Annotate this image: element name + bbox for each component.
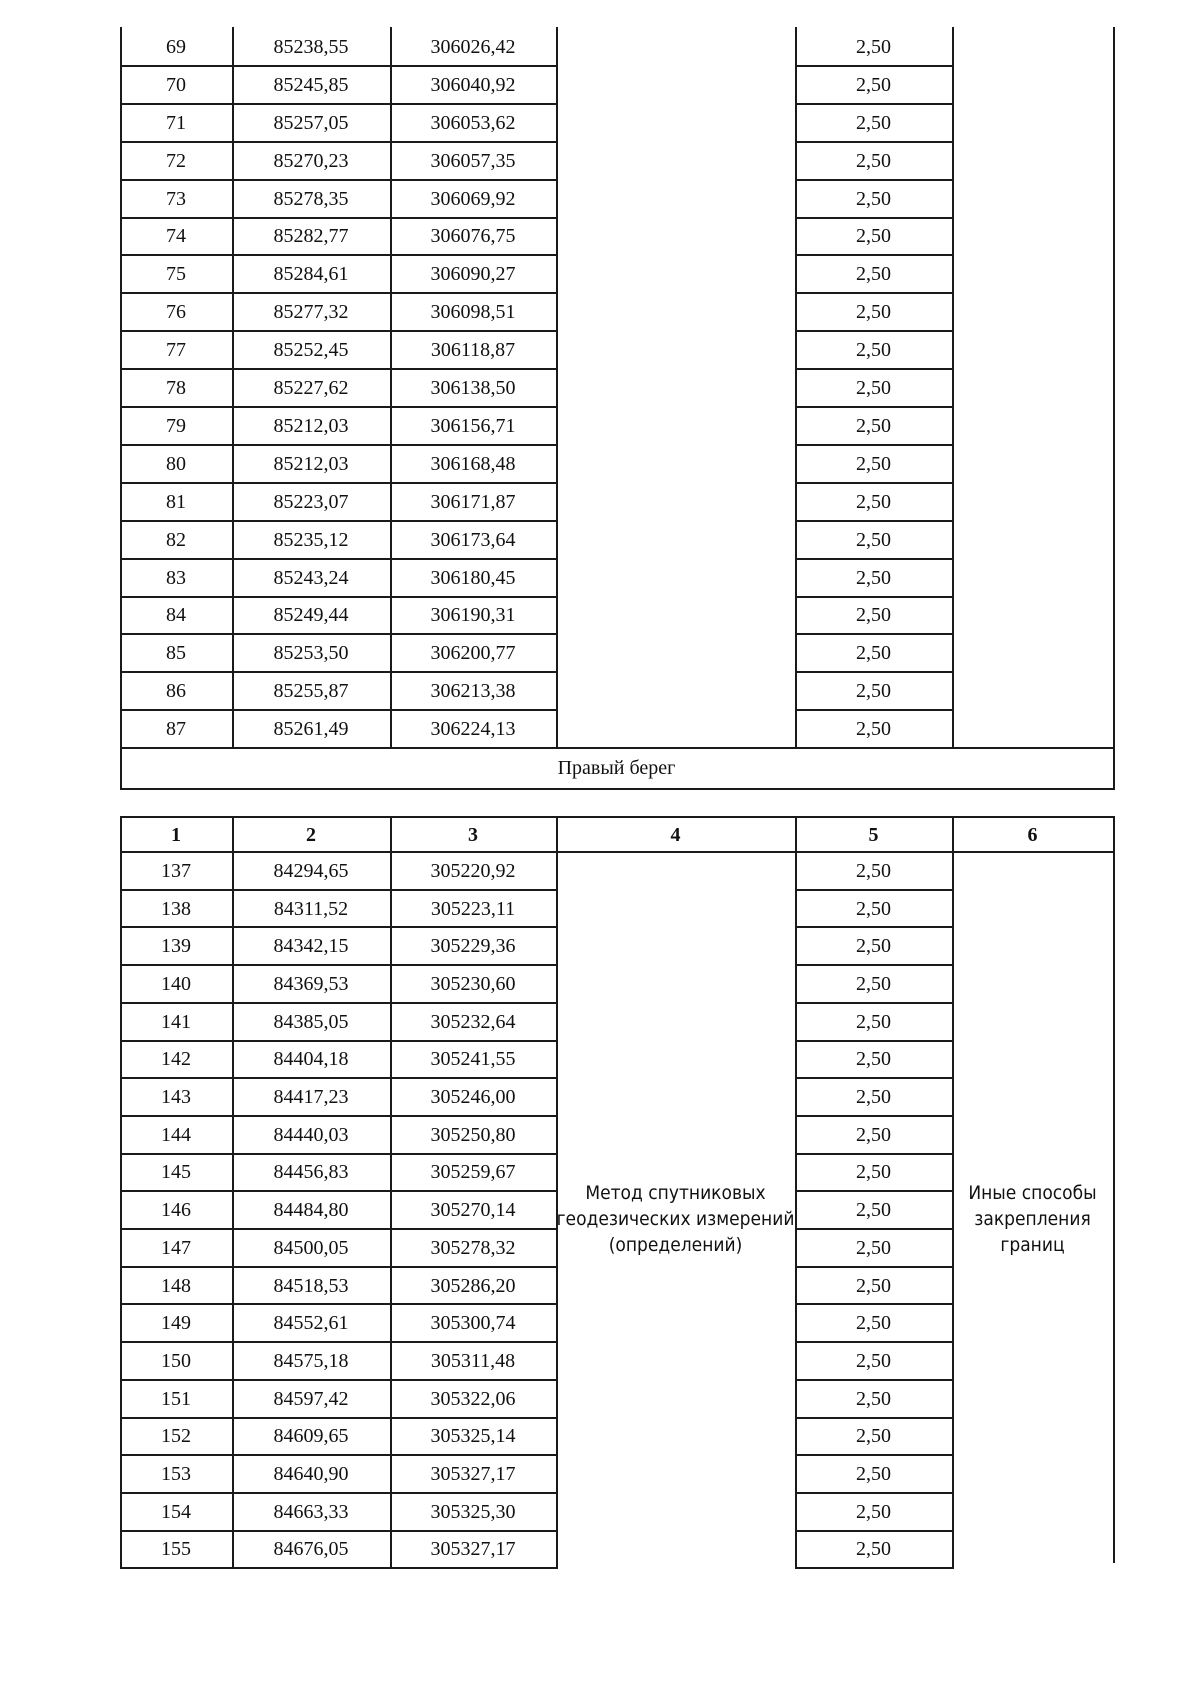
coordinate-x-cell: 85243,24 <box>273 566 349 589</box>
coordinate-y-cell: 306190,31 <box>430 604 516 627</box>
table-row-divider <box>795 1266 953 1268</box>
boundary-fixing-line: Иные способы <box>968 1182 1097 1204</box>
accuracy-cell: 2,50 <box>856 528 891 551</box>
table-row-divider <box>795 1190 953 1192</box>
table-row-divider <box>120 292 557 294</box>
point-number-cell: 152 <box>161 1425 191 1448</box>
accuracy-cell: 2,50 <box>856 1274 891 1297</box>
measurement-method-line: геодезических измерений <box>556 1208 795 1230</box>
table-row-divider <box>795 520 953 522</box>
coordinate-y-cell: 305259,67 <box>430 1161 516 1184</box>
point-number-cell: 153 <box>161 1463 191 1486</box>
point-number-cell: 144 <box>161 1123 191 1146</box>
table-row-divider <box>120 558 557 560</box>
table-row-divider <box>795 596 953 598</box>
table-row-divider <box>120 217 557 219</box>
point-number-cell: 86 <box>166 680 186 703</box>
coordinate-x-cell: 85255,87 <box>273 680 349 703</box>
table-row-divider <box>120 1454 557 1456</box>
point-number-cell: 149 <box>161 1312 191 1335</box>
table-row-divider <box>795 1040 953 1042</box>
coordinate-x-cell: 85257,05 <box>273 111 349 134</box>
table-row-divider <box>120 709 557 711</box>
accuracy-cell: 2,50 <box>856 149 891 172</box>
coordinate-x-cell: 85270,23 <box>273 149 349 172</box>
coordinate-x-cell: 84456,83 <box>273 1161 349 1184</box>
coordinate-x-cell: 84518,53 <box>273 1274 349 1297</box>
accuracy-cell: 2,50 <box>856 263 891 286</box>
table-row-divider <box>120 482 557 484</box>
column-header-3: 3 <box>468 823 478 846</box>
point-number-cell: 69 <box>166 35 186 58</box>
table-row-divider <box>120 1417 557 1419</box>
coordinate-x-cell: 85282,77 <box>273 225 349 248</box>
table-row-divider <box>795 709 953 711</box>
coordinate-x-cell: 85212,03 <box>273 452 349 475</box>
table-row-divider <box>120 406 557 408</box>
point-number-cell: 75 <box>166 263 186 286</box>
coordinate-y-cell: 306118,87 <box>430 339 516 362</box>
table-row-divider <box>120 1115 557 1117</box>
column-header-5: 5 <box>868 823 879 846</box>
accuracy-cell: 2,50 <box>856 301 891 324</box>
measurement-method-cell <box>556 1180 795 1258</box>
table-row-divider <box>795 1530 953 1532</box>
coordinate-y-cell: 306098,51 <box>430 301 516 324</box>
table-row-divider <box>795 179 953 181</box>
table-column-divider <box>232 816 234 1569</box>
coordinate-y-cell: 306138,50 <box>430 377 516 400</box>
coordinate-x-cell: 84597,42 <box>273 1387 349 1410</box>
table-row-divider <box>795 926 953 928</box>
table-row-divider <box>795 1454 953 1456</box>
coordinate-y-cell: 305241,55 <box>430 1048 516 1071</box>
table-row-divider <box>120 964 557 966</box>
table-row-divider <box>120 141 557 143</box>
column-header-1: 1 <box>171 823 181 846</box>
accuracy-cell: 2,50 <box>856 1199 891 1222</box>
point-number-cell: 155 <box>161 1538 191 1561</box>
section-caption: Правый берег <box>557 757 676 779</box>
accuracy-cell: 2,50 <box>856 1123 891 1146</box>
point-number-cell: 154 <box>161 1500 191 1523</box>
table-row-divider <box>120 254 557 256</box>
table-bottom-border <box>795 1567 953 1569</box>
accuracy-cell: 2,50 <box>856 718 891 741</box>
coordinate-y-cell: 306200,77 <box>430 642 516 665</box>
accuracy-cell: 2,50 <box>856 1349 891 1372</box>
coordinate-y-cell: 306057,35 <box>430 149 516 172</box>
coordinate-y-cell: 305246,00 <box>430 1086 516 1109</box>
point-number-cell: 140 <box>161 972 191 995</box>
table-row-divider <box>795 254 953 256</box>
table-column-divider <box>952 27 954 747</box>
point-number-cell: 83 <box>166 566 186 589</box>
point-number-cell: 71 <box>166 111 186 134</box>
coordinate-y-cell: 305286,20 <box>430 1274 516 1297</box>
point-number-cell: 148 <box>161 1274 191 1297</box>
table-row-divider <box>795 1077 953 1079</box>
coordinate-y-cell: 306171,87 <box>430 490 516 513</box>
coordinate-x-cell: 85249,44 <box>273 604 349 627</box>
coordinate-y-cell: 306168,48 <box>430 452 516 475</box>
coordinate-x-cell: 85238,55 <box>273 35 349 58</box>
coordinate-y-cell: 305250,80 <box>430 1123 516 1146</box>
table-row-divider <box>120 1530 557 1532</box>
table-row-divider <box>795 330 953 332</box>
coordinate-y-cell: 305278,32 <box>430 1236 516 1259</box>
point-number-cell: 138 <box>161 897 191 920</box>
accuracy-cell: 2,50 <box>856 1312 891 1335</box>
point-number-cell: 145 <box>161 1161 191 1184</box>
accuracy-cell: 2,50 <box>856 1387 891 1410</box>
table-row-divider <box>795 1417 953 1419</box>
point-number-cell: 151 <box>161 1387 191 1410</box>
boundary-fixing-cell <box>952 1180 1113 1258</box>
column-header-2: 2 <box>306 823 316 846</box>
point-number-cell: 139 <box>161 935 191 958</box>
coordinate-y-cell: 306224,13 <box>430 718 516 741</box>
coordinate-y-cell: 305311,48 <box>430 1349 516 1372</box>
table-row-divider <box>120 368 557 370</box>
coordinate-y-cell: 305327,17 <box>430 1463 516 1486</box>
table-column-divider <box>390 816 392 1569</box>
coordinate-x-cell: 84440,03 <box>273 1123 349 1146</box>
table-row-divider <box>795 1379 953 1381</box>
table-top-border <box>120 816 1115 818</box>
table-row-divider <box>795 217 953 219</box>
accuracy-cell: 2,50 <box>856 35 891 58</box>
coordinate-x-cell: 85223,07 <box>273 490 349 513</box>
coordinate-y-cell: 306026,42 <box>430 35 516 58</box>
accuracy-cell: 2,50 <box>856 339 891 362</box>
point-number-cell: 87 <box>166 718 186 741</box>
accuracy-cell: 2,50 <box>856 972 891 995</box>
table-row-divider <box>120 889 557 891</box>
table-row-divider <box>795 103 953 105</box>
coordinate-x-cell: 84294,65 <box>273 859 349 882</box>
table-header-divider <box>120 851 1115 853</box>
accuracy-cell: 2,50 <box>856 225 891 248</box>
accuracy-cell: 2,50 <box>856 1425 891 1448</box>
measurement-method-line: Метод спутниковых <box>585 1182 766 1204</box>
table-bottom-border <box>120 1567 557 1569</box>
point-number-cell: 141 <box>161 1010 191 1033</box>
coordinate-x-cell: 84552,61 <box>273 1312 349 1335</box>
coordinate-x-cell: 84342,15 <box>273 935 349 958</box>
coordinate-x-cell: 84404,18 <box>273 1048 349 1071</box>
accuracy-cell: 2,50 <box>856 680 891 703</box>
coordinate-x-cell: 85235,12 <box>273 528 349 551</box>
table-row-divider <box>120 1492 557 1494</box>
accuracy-cell: 2,50 <box>856 1086 891 1109</box>
coordinate-x-cell: 85277,32 <box>273 301 349 324</box>
table-row-divider <box>120 330 557 332</box>
accuracy-cell: 2,50 <box>856 1010 891 1033</box>
table-row-divider <box>795 633 953 635</box>
accuracy-cell: 2,50 <box>856 935 891 958</box>
coordinate-x-cell: 85252,45 <box>273 339 349 362</box>
table-right-border <box>1113 816 1115 1563</box>
coordinate-x-cell: 84575,18 <box>273 1349 349 1372</box>
table-row-divider <box>120 1303 557 1305</box>
table-row-divider <box>795 558 953 560</box>
table-row-divider <box>795 482 953 484</box>
accuracy-cell: 2,50 <box>856 490 891 513</box>
coordinate-y-cell: 305270,14 <box>430 1199 516 1222</box>
coordinate-x-cell: 85261,49 <box>273 718 349 741</box>
table-row-divider <box>795 292 953 294</box>
coordinate-x-cell: 84385,05 <box>273 1010 349 1033</box>
table-row-divider <box>795 65 953 67</box>
accuracy-cell: 2,50 <box>856 1236 891 1259</box>
accuracy-cell: 2,50 <box>856 1500 891 1523</box>
point-number-cell: 84 <box>166 604 186 627</box>
coordinate-y-cell: 305322,06 <box>430 1387 516 1410</box>
table-row-divider <box>120 103 557 105</box>
point-number-cell: 74 <box>166 225 186 248</box>
point-number-cell: 79 <box>166 414 186 437</box>
accuracy-cell: 2,50 <box>856 1048 891 1071</box>
table-row-divider <box>795 406 953 408</box>
table-row-divider <box>120 1266 557 1268</box>
coordinate-y-cell: 305229,36 <box>430 935 516 958</box>
point-number-cell: 85 <box>166 642 186 665</box>
coordinate-x-cell: 84417,23 <box>273 1086 349 1109</box>
table-row-divider <box>120 1153 557 1155</box>
coordinate-x-cell: 85278,35 <box>273 187 349 210</box>
column-header-6: 6 <box>1027 823 1038 846</box>
table-bottom-border <box>120 788 1115 790</box>
point-number-cell: 72 <box>166 149 186 172</box>
coordinate-y-cell: 306180,45 <box>430 566 516 589</box>
point-number-cell: 142 <box>161 1048 191 1071</box>
coordinate-y-cell: 305327,17 <box>430 1538 516 1561</box>
coordinate-x-cell: 85253,50 <box>273 642 349 665</box>
table-left-border <box>120 27 122 790</box>
accuracy-cell: 2,50 <box>856 566 891 589</box>
point-number-cell: 143 <box>161 1086 191 1109</box>
coordinate-x-cell: 84640,90 <box>273 1463 349 1486</box>
table-row-divider <box>120 596 557 598</box>
coordinate-y-cell: 305325,30 <box>430 1500 516 1523</box>
accuracy-cell: 2,50 <box>856 377 891 400</box>
coordinate-x-cell: 84369,53 <box>273 972 349 995</box>
point-number-cell: 80 <box>166 452 186 475</box>
accuracy-cell: 2,50 <box>856 1161 891 1184</box>
table-row-divider <box>795 889 953 891</box>
coordinate-x-cell: 85245,85 <box>273 73 349 96</box>
table-row-divider <box>120 1228 557 1230</box>
coordinate-x-cell: 84663,33 <box>273 1500 349 1523</box>
table-row-divider <box>795 141 953 143</box>
coordinate-y-cell: 306069,92 <box>430 187 516 210</box>
accuracy-cell: 2,50 <box>856 1463 891 1486</box>
table-row-divider <box>795 671 953 673</box>
accuracy-cell: 2,50 <box>856 897 891 920</box>
table-row-divider <box>795 964 953 966</box>
point-number-cell: 70 <box>166 73 186 96</box>
table-right-border <box>1113 27 1115 790</box>
accuracy-cell: 2,50 <box>856 1538 891 1561</box>
coordinate-y-cell: 306173,64 <box>430 528 516 551</box>
table-column-divider <box>795 816 797 1569</box>
coordinate-y-cell: 305220,92 <box>430 859 516 882</box>
coordinate-x-cell: 85227,62 <box>273 377 349 400</box>
table-row-divider <box>795 368 953 370</box>
accuracy-cell: 2,50 <box>856 187 891 210</box>
table-row-divider <box>120 1379 557 1381</box>
accuracy-cell: 2,50 <box>856 73 891 96</box>
measurement-method-line: (определений) <box>608 1234 743 1256</box>
boundary-fixing-line: границ <box>1000 1234 1065 1256</box>
coordinate-x-cell: 85212,03 <box>273 414 349 437</box>
coordinate-y-cell: 306040,92 <box>430 73 516 96</box>
accuracy-cell: 2,50 <box>856 859 891 882</box>
table-row-divider <box>120 1190 557 1192</box>
table-row-divider <box>795 1492 953 1494</box>
coordinate-y-cell: 305223,11 <box>430 897 516 920</box>
coordinate-y-cell: 305232,64 <box>430 1010 516 1033</box>
table-row-divider <box>120 520 557 522</box>
coordinate-y-cell: 306053,62 <box>430 111 516 134</box>
coordinate-x-cell: 85284,61 <box>273 263 349 286</box>
table-row-divider <box>120 1002 557 1004</box>
table-column-divider <box>120 816 122 1569</box>
table-row-divider <box>795 1303 953 1305</box>
point-number-cell: 77 <box>166 339 186 362</box>
point-number-cell: 78 <box>166 377 186 400</box>
coordinate-y-cell: 306156,71 <box>430 414 516 437</box>
coordinate-y-cell: 305300,74 <box>430 1312 516 1335</box>
table-row-divider <box>795 1002 953 1004</box>
point-number-cell: 150 <box>161 1349 191 1372</box>
table-row-divider <box>795 1153 953 1155</box>
accuracy-cell: 2,50 <box>856 414 891 437</box>
coordinate-y-cell: 306213,38 <box>430 680 516 703</box>
coordinate-y-cell: 306076,75 <box>430 225 516 248</box>
coordinate-x-cell: 84676,05 <box>273 1538 349 1561</box>
table-column-divider <box>556 27 558 747</box>
point-number-cell: 82 <box>166 528 186 551</box>
coordinate-x-cell: 84311,52 <box>273 897 349 920</box>
table-row-divider <box>795 1115 953 1117</box>
table-row-divider <box>120 1341 557 1343</box>
table-row-divider <box>120 926 557 928</box>
table-row-divider <box>120 1040 557 1042</box>
coordinate-x-cell: 84609,65 <box>273 1425 349 1448</box>
table-row-divider <box>120 179 557 181</box>
point-number-cell: 147 <box>161 1236 191 1259</box>
table-row-divider <box>120 671 557 673</box>
accuracy-cell: 2,50 <box>856 604 891 627</box>
table-row-divider <box>120 1077 557 1079</box>
coordinate-y-cell: 306090,27 <box>430 263 516 286</box>
accuracy-cell: 2,50 <box>856 642 891 665</box>
accuracy-cell: 2,50 <box>856 111 891 134</box>
coordinate-y-cell: 305325,14 <box>430 1425 516 1448</box>
coordinate-x-cell: 84500,05 <box>273 1236 349 1259</box>
point-number-cell: 137 <box>161 859 191 882</box>
accuracy-cell: 2,50 <box>856 452 891 475</box>
table-row-divider <box>120 633 557 635</box>
table-row-divider <box>795 1341 953 1343</box>
point-number-cell: 146 <box>161 1199 191 1222</box>
table-row-divider <box>795 1228 953 1230</box>
table-row-divider <box>120 747 1115 749</box>
point-number-cell: 81 <box>166 490 186 513</box>
table-row-divider <box>120 444 557 446</box>
table-row-divider <box>120 65 557 67</box>
point-number-cell: 73 <box>166 187 186 210</box>
boundary-fixing-line: закрепления <box>974 1208 1091 1230</box>
coordinate-x-cell: 84484,80 <box>273 1199 349 1222</box>
point-number-cell: 76 <box>166 301 186 324</box>
coordinate-y-cell: 305230,60 <box>430 972 516 995</box>
table-row-divider <box>795 444 953 446</box>
column-header-4: 4 <box>670 823 681 846</box>
